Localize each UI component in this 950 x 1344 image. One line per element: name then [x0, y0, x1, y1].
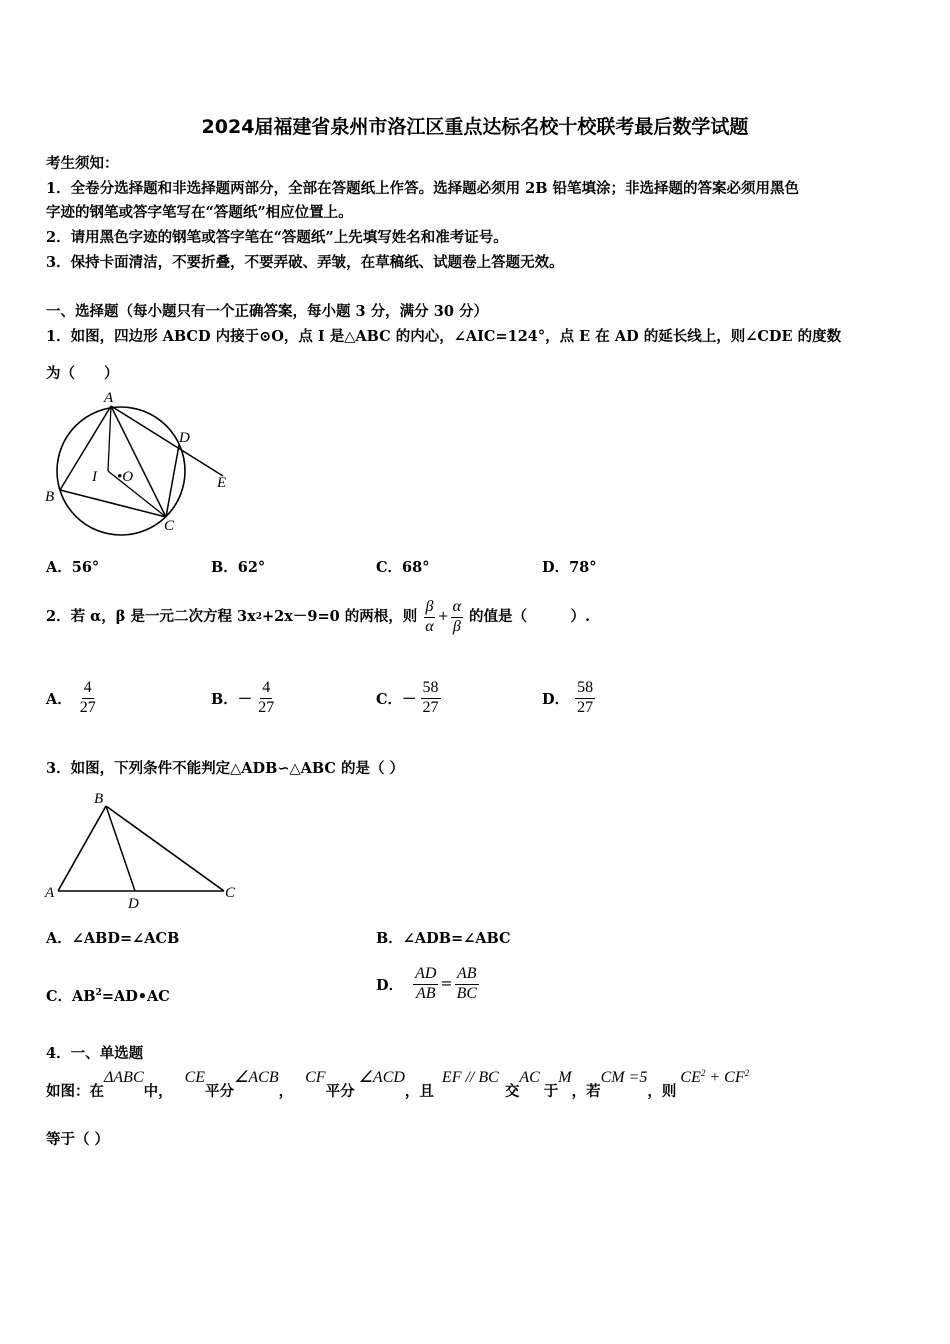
q1-label-i: I: [92, 469, 97, 485]
q1-segment-bc: [60, 490, 166, 517]
q3-frac-ad-ab: $\frac{AD}{AB}$: [415, 965, 437, 1002]
q1-option-c[interactable]: C．68°: [376, 559, 430, 576]
q1-label-a: A: [104, 390, 114, 406]
q1-option-b[interactable]: B．62°: [211, 559, 266, 576]
q1-label-d: D: [179, 430, 190, 446]
q3-label-d: D: [128, 896, 139, 912]
notice-heading: 考生须知：: [46, 155, 119, 172]
q3-option-c[interactable]: C．$AB^2=AD•AC$: [46, 988, 170, 1005]
q3-frac-ab-bc: $\frac{AB}{BC}$: [456, 965, 478, 1002]
q3-option-a[interactable]: A．∠ABD=∠ACB: [46, 930, 180, 947]
q1-label-b: B: [45, 489, 55, 505]
q1-option-a[interactable]: A．56°: [46, 559, 100, 576]
q1-segment-ai: [108, 406, 111, 471]
q1-label-e: E: [217, 475, 227, 491]
q3-label-b: B: [94, 791, 104, 807]
q3-option-d[interactable]: D． $\frac{AD}{AB}$ = $\frac{AB}{BC}$: [376, 965, 478, 1002]
q4-text: 如图：在ΔABC中，CE平分∠ACB，CF平分∠ACD，且EF // BC交AC于M，若CM =5，则$CE^2 + CF^2$: [46, 1068, 750, 1100]
q2-option-c[interactable]: C． － $\frac{58}{27}$: [376, 679, 439, 716]
q3-segment-ab: [58, 806, 106, 891]
q2-exponent: 2: [255, 611, 263, 622]
q1-text-line-1: 1．如图，四边形 ABCD 内接于⊙O，点 I 是△ABC 的内心，∠AIC=124°，点 E 在 AD 的延长线上，则∠CDE 的度数: [46, 328, 842, 345]
q2-option-b[interactable]: B． － $\frac{4}{27}$: [211, 679, 275, 716]
q2-suffix: 的值是（ ）.: [469, 608, 591, 626]
q2-option-d[interactable]: D． $\frac{58}{27}$: [542, 679, 594, 716]
q3-option-b[interactable]: B．∠ADB=∠ABC: [376, 930, 511, 947]
q1-segment-dc: [166, 445, 179, 517]
q3-segment-bc: [106, 806, 224, 891]
q4-text-line-2: 等于（ ）: [46, 1131, 110, 1148]
notice-item-1-line-2: 字迹的钢笔或答字笔写在“答题纸”相应位置上。: [46, 204, 353, 221]
q1-circle-figure: [40, 388, 250, 543]
q3-text: 3．如图，下列条件不能判定△ADB∽△ABC 的是（ ）: [46, 760, 405, 777]
q2-option-a[interactable]: A． $\frac{4}{27}$: [46, 679, 96, 716]
q1-option-d[interactable]: D．78°: [542, 559, 597, 576]
q4-heading: 4．一、单选题: [46, 1045, 144, 1062]
q2-plus: +: [437, 609, 449, 625]
section-heading: 一、选择题（每小题只有一个正确答案，每小题 3 分，满分 30 分）: [46, 303, 488, 320]
q1-label-c: C: [164, 518, 175, 534]
q3-label-c: C: [225, 885, 236, 901]
q2-text: [46, 592, 590, 642]
q1-text-line-2: 为（ ）: [46, 365, 119, 382]
q2-mid: +2x－9=0 的两根，则: [262, 608, 418, 626]
q1-label-o: •O: [117, 469, 134, 485]
q2-frac-beta-over-alpha: $\frac{\beta}{\alpha}$: [425, 598, 434, 635]
notice-item-1-line-1: 1．全卷分选择题和非选择题两部分，全部在答题纸上作答。选择题必须用 2B 铅笔填涂；非选择题的答案必须用黑色: [46, 180, 800, 197]
page-title: 2024届福建省泉州市洛江区重点达标名校十校联考最后数学试题: [201, 116, 749, 138]
q3-triangle-figure: [40, 786, 250, 914]
notice-item-3: 3．保持卡面清洁，不要折叠，不要弄破、弄皱，在草稿纸、试题卷上答题无效。: [46, 254, 564, 271]
notice-item-2: 2．请用黑色字迹的钢笔或答字笔在“答题纸”上先填写姓名和准考证号。: [46, 229, 508, 246]
q3-label-a: A: [45, 885, 55, 901]
q3-segment-bd: [106, 806, 135, 891]
q2-frac-alpha-over-beta: $\frac{\alpha}{\beta}$: [452, 598, 462, 635]
q2-prefix: 2．若 α，β 是一元二次方程 3x: [46, 608, 256, 626]
